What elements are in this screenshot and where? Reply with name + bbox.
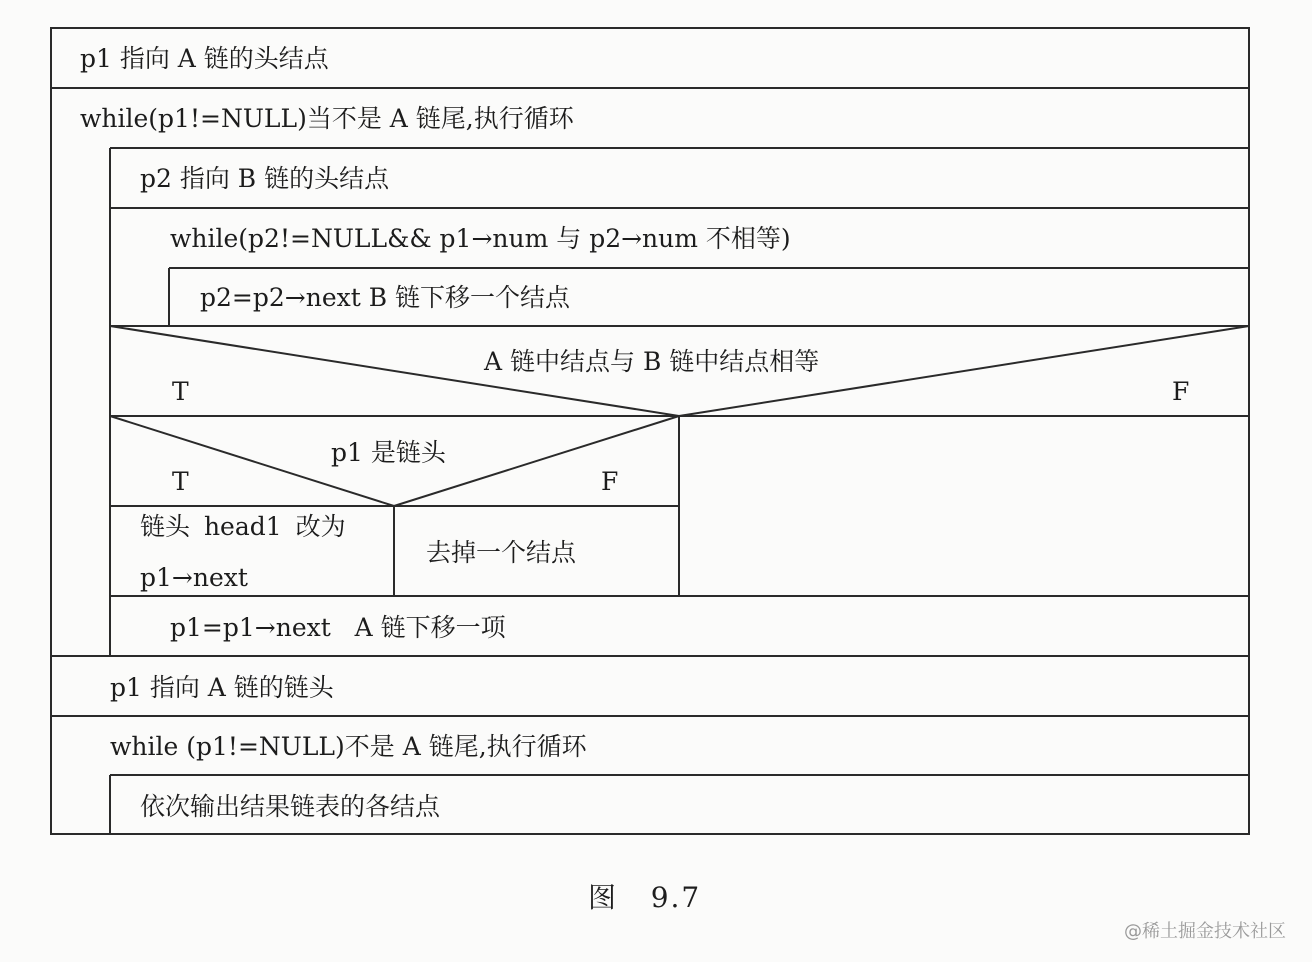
while-inner-loop: while(p2!=NULL&& p1→num 与 p2→num 不相等) (170, 224, 791, 253)
while-output-loop: while (p1!=NULL)不是 A 链尾,执行循环 (110, 732, 587, 761)
condition-nodes-equal: A 链中结点与 B 链中结点相等 (484, 347, 820, 376)
step-p2-next: p2=p2→next B 链下移一个结点 (200, 283, 571, 312)
condition-head-true-label: T (172, 467, 189, 496)
action-change-head-line1: 链头 head1 改为 (140, 512, 346, 541)
condition-equal-false-label: F (1172, 377, 1190, 406)
step-p1-next: p1=p1→next A 链下移一项 (170, 613, 506, 642)
action-change-head-line2: p1→next (140, 563, 248, 592)
while-outer-loop: while(p1!=NULL)当不是 A 链尾,执行循环 (80, 104, 574, 133)
step-p2-head: p2 指向 B 链的头结点 (140, 164, 390, 193)
figure-caption: 图 9.7 (588, 881, 702, 914)
step-p1-head: p1 指向 A 链的头结点 (80, 44, 329, 73)
condition-equal-true-label: T (172, 377, 189, 406)
action-remove-node: 去掉一个结点 (426, 538, 577, 567)
watermark: @稀土掘金技术社区 (1124, 921, 1286, 942)
condition-p1-is-head: p1 是链头 (331, 438, 446, 467)
step-output-nodes: 依次输出结果链表的各结点 (140, 792, 441, 821)
condition-head-false-label: F (601, 467, 619, 496)
step-p1-reset: p1 指向 A 链的链头 (110, 673, 334, 702)
